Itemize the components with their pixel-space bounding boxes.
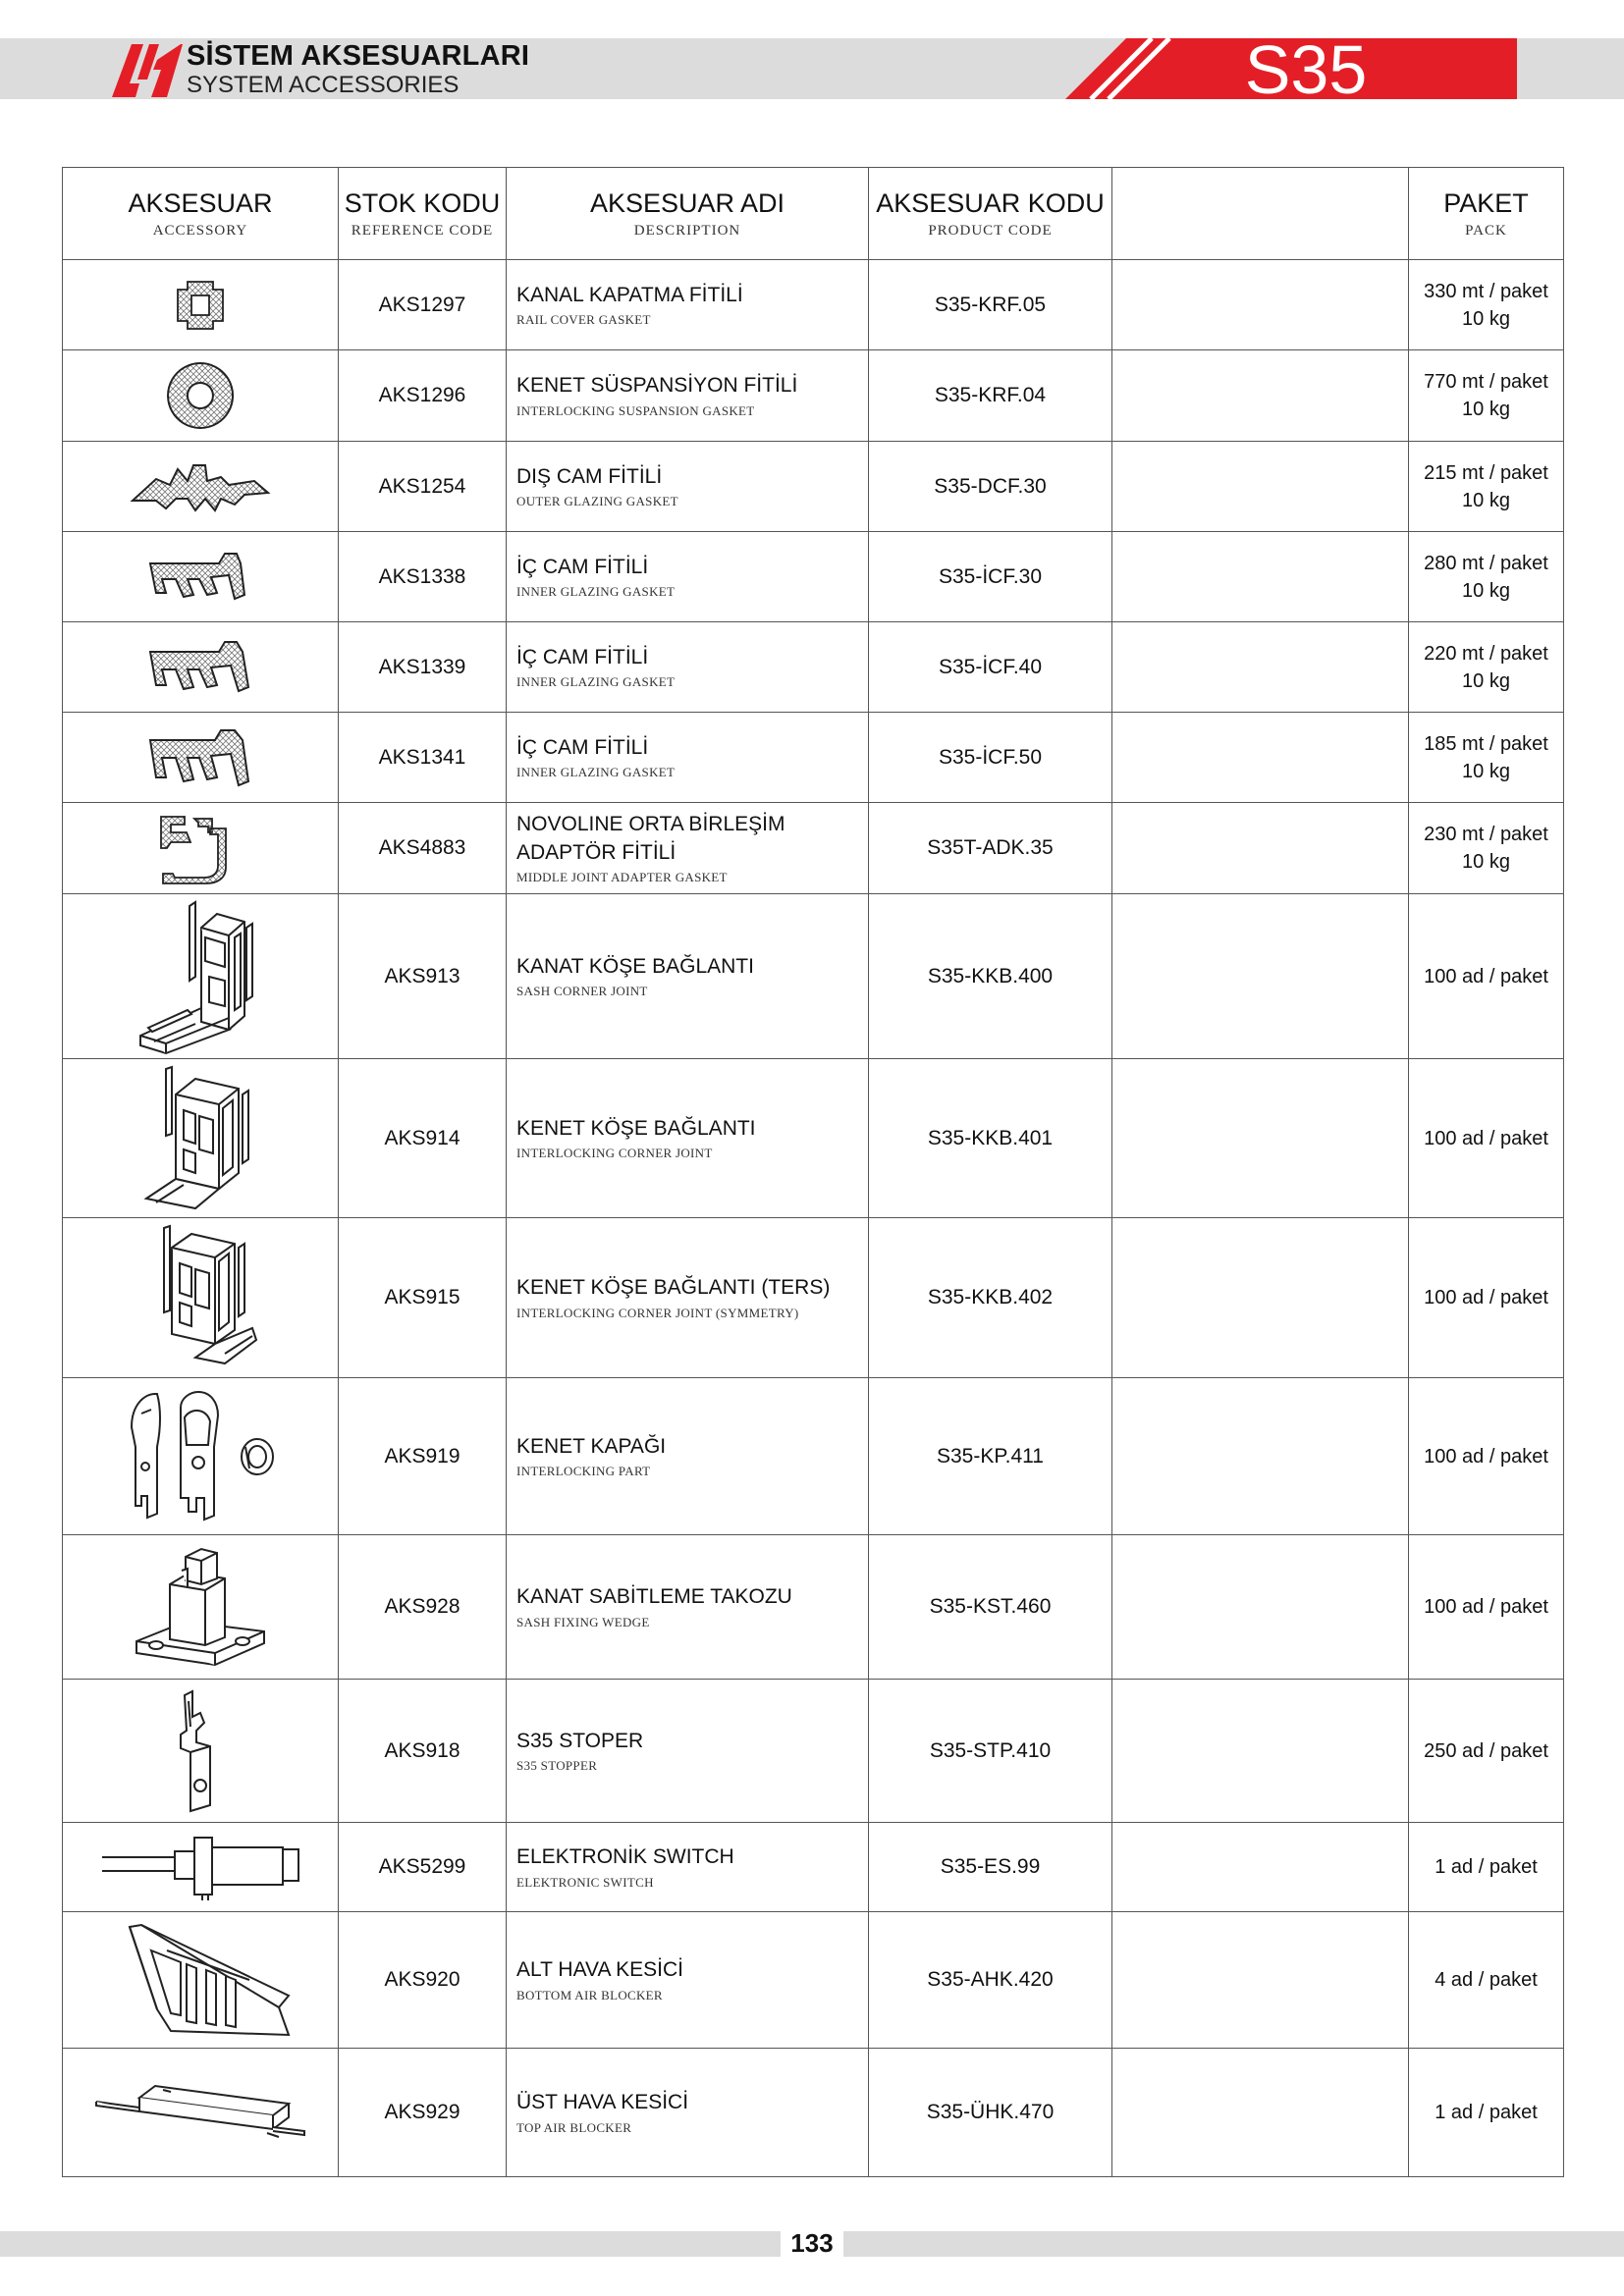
col-product-code: AKSESUAR KODU PRODUCT CODE [869, 168, 1112, 260]
pack-quantity: 100 ad / paket [1424, 1127, 1548, 1149]
pack-weight: 10 kg [1462, 851, 1510, 873]
item-name-en: INNER GLAZING GASKET [516, 674, 676, 690]
table-row [63, 260, 1564, 350]
item-name: ELEKTRONİK SWITCH [516, 1845, 734, 1869]
table-row [63, 1535, 1564, 1680]
item-name: DIŞ CAM FİTİLİ [516, 464, 663, 488]
product-code: S35T-ADK.35 [869, 803, 1112, 894]
pack-quantity: 1 ad / paket [1435, 1856, 1538, 1878]
table-row [63, 1680, 1564, 1823]
product-code: S35-KKB.401 [869, 1059, 1112, 1218]
pack-quantity: 230 mt / paket [1424, 824, 1548, 845]
header-subtitle: SYSTEM ACCESSORIES [187, 72, 460, 98]
pack-weight: 10 kg [1462, 399, 1510, 420]
product-code: S35-İCF.50 [869, 713, 1112, 803]
item-name: KENET SÜSPANSİYON FİTİLİ [516, 374, 798, 398]
product-code: S35-KP.411 [869, 1378, 1112, 1535]
interlocking-part-icon [112, 1388, 289, 1525]
product-code: S35-DCF.30 [869, 442, 1112, 532]
item-name-en: SASH FIXING WEDGE [516, 1614, 650, 1629]
item-name: ÜST HAVA KESİCİ [516, 2091, 689, 2114]
item-name: KENET KAPAĞI [516, 1434, 667, 1458]
product-code: S35-STP.410 [869, 1680, 1112, 1823]
pack-quantity: 215 mt / paket [1424, 461, 1548, 484]
table-header-row [63, 168, 1564, 260]
item-name-en: INTERLOCKING CORNER JOINT (SYMMETRY) [516, 1305, 799, 1320]
table-row [63, 442, 1564, 532]
pack-quantity: 100 ad / paket [1424, 1445, 1548, 1468]
stock-code: AKS918 [339, 1680, 507, 1823]
pack-quantity: 185 mt / paket [1424, 732, 1548, 755]
item-name: İÇ CAM FİTİLİ [516, 555, 649, 578]
interlocking-corner-joint-icon [136, 1065, 264, 1212]
item-name: S35 STOPER [516, 1729, 644, 1752]
sash-fixing-wedge-icon [127, 1543, 274, 1671]
product-code: S35-ES.99 [869, 1823, 1112, 1912]
item-name-en: RAIL COVER GASKET [516, 312, 651, 328]
pack-quantity: 4 ad / paket [1435, 1969, 1538, 1991]
rail-cover-gasket-icon [166, 276, 235, 335]
item-name: KENET KÖŞE BAĞLANTI (TERS) [516, 1276, 831, 1300]
stock-code: AKS5299 [339, 1823, 507, 1912]
item-name-en: SASH CORNER JOINT [516, 984, 648, 999]
product-code: S35-AHK.420 [869, 1912, 1112, 2049]
item-name-en: INTERLOCKING SUSPANSION GASKET [516, 402, 755, 418]
table-row [63, 622, 1564, 713]
table-row [63, 713, 1564, 803]
item-name: NOVOLINE ORTA BİRLEŞİM ADAPTÖR FİTİLİ [516, 813, 785, 864]
col-accessory: AKSESUAR ACCESSORY [63, 168, 339, 260]
interlocking-corner-joint-symmetry-icon [136, 1224, 264, 1371]
table-row [63, 1912, 1564, 2049]
item-name: KANAL KAPATMA FİTİLİ [516, 283, 743, 306]
item-name-en: INNER GLAZING GASKET [516, 765, 676, 780]
outer-glazing-gasket-icon [127, 459, 274, 514]
pack-quantity: 770 mt / paket [1424, 371, 1548, 393]
col-stock-code: STOK KODU REFERENCE CODE [339, 168, 507, 260]
item-name-en: INTERLOCKING PART [516, 1464, 651, 1479]
stock-code: AKS1338 [339, 532, 507, 622]
product-code: S35-İCF.30 [869, 532, 1112, 622]
middle-joint-adapter-gasket-icon [151, 809, 249, 887]
table-row [63, 1378, 1564, 1535]
accessory-table [62, 167, 1564, 2177]
inner-glazing-gasket-icon [146, 550, 254, 605]
product-code: S35-KRF.05 [869, 260, 1112, 350]
col-pack: PAKET PACK [1409, 168, 1564, 260]
stock-code: AKS929 [339, 2049, 507, 2177]
stock-code: AKS913 [339, 894, 507, 1059]
stock-code: AKS1297 [339, 260, 507, 350]
suspension-gasket-icon [161, 359, 240, 432]
pack-quantity: 330 mt / paket [1424, 280, 1548, 302]
pack-weight: 10 kg [1462, 579, 1510, 602]
col-name: AKSESUAR ADI DESCRIPTION [507, 168, 869, 260]
pack-quantity: 100 ad / paket [1424, 1287, 1548, 1308]
item-name-en: ELEKTRONIC SWITCH [516, 1874, 654, 1890]
product-code: S35-KKB.400 [869, 894, 1112, 1059]
col-empty [1112, 168, 1409, 260]
item-name: KANAT SABİTLEME TAKOZU [516, 1585, 792, 1609]
series-label: S35 [1244, 31, 1368, 108]
table-row [63, 2049, 1564, 2177]
inner-glazing-gasket-icon [146, 726, 254, 789]
item-name: İÇ CAM FİTİLİ [516, 735, 649, 759]
table-row [63, 350, 1564, 442]
stock-code: AKS914 [339, 1059, 507, 1218]
stock-code: AKS1254 [339, 442, 507, 532]
stock-code: AKS1341 [339, 713, 507, 803]
pack-quantity: 280 mt / paket [1424, 552, 1548, 574]
table-row [63, 1823, 1564, 1912]
table-row [63, 803, 1564, 894]
product-code: S35-KST.460 [869, 1535, 1112, 1680]
stock-code: AKS919 [339, 1378, 507, 1535]
item-name-en: INTERLOCKING CORNER JOINT [516, 1146, 713, 1161]
table-row [63, 1218, 1564, 1378]
table-row [63, 532, 1564, 622]
top-air-blocker-icon [92, 2068, 308, 2157]
bottom-air-blocker-icon [102, 1921, 298, 2039]
product-code: S35-KKB.402 [869, 1218, 1112, 1378]
stock-code: AKS915 [339, 1218, 507, 1378]
pack-quantity: 100 ad / paket [1424, 1596, 1548, 1618]
item-name: ALT HAVA KESİCİ [516, 1958, 684, 1982]
pack-quantity: 220 mt / paket [1424, 642, 1548, 665]
item-name: İÇ CAM FİTİLİ [516, 645, 649, 668]
stopper-icon [161, 1687, 240, 1815]
pack-weight: 10 kg [1462, 489, 1510, 511]
product-code: S35-İCF.40 [869, 622, 1112, 713]
product-code: S35-ÜHK.470 [869, 2049, 1112, 2177]
pack-quantity: 250 ad / paket [1424, 1739, 1548, 1762]
product-code: S35-KRF.04 [869, 350, 1112, 442]
pack-weight: 10 kg [1462, 760, 1510, 782]
inner-glazing-gasket-icon [146, 638, 254, 697]
item-name-en: INNER GLAZING GASKET [516, 584, 676, 600]
item-name-en: MIDDLE JOINT ADAPTER GASKET [516, 869, 728, 884]
stock-code: AKS1296 [339, 350, 507, 442]
pack-quantity: 100 ad / paket [1424, 965, 1548, 988]
stock-code: AKS928 [339, 1535, 507, 1680]
pack-weight: 10 kg [1462, 307, 1510, 330]
item-name-en: BOTTOM AIR BLOCKER [516, 1987, 663, 2002]
item-name-en: S35 STOPPER [516, 1758, 598, 1774]
sash-corner-joint-icon [127, 898, 274, 1055]
pack-weight: 10 kg [1462, 669, 1510, 692]
electronic-switch-icon [92, 1828, 308, 1906]
stock-code: AKS1339 [339, 622, 507, 713]
item-name-en: OUTER GLAZING GASKET [516, 494, 678, 509]
table-row [63, 894, 1564, 1059]
pack-quantity: 1 ad / paket [1435, 2102, 1538, 2123]
brand-logo [110, 40, 185, 99]
item-name: KANAT KÖŞE BAĞLANTI [516, 954, 754, 978]
item-name: KENET KÖŞE BAĞLANTI [516, 1116, 756, 1140]
header-title: SİSTEM AKSESUARLARI [187, 40, 530, 72]
table-row [63, 1059, 1564, 1218]
stock-code: AKS4883 [339, 803, 507, 894]
item-name-en: TOP AIR BLOCKER [516, 2119, 632, 2135]
page-number: 133 [781, 2228, 843, 2258]
stock-code: AKS920 [339, 1912, 507, 2049]
